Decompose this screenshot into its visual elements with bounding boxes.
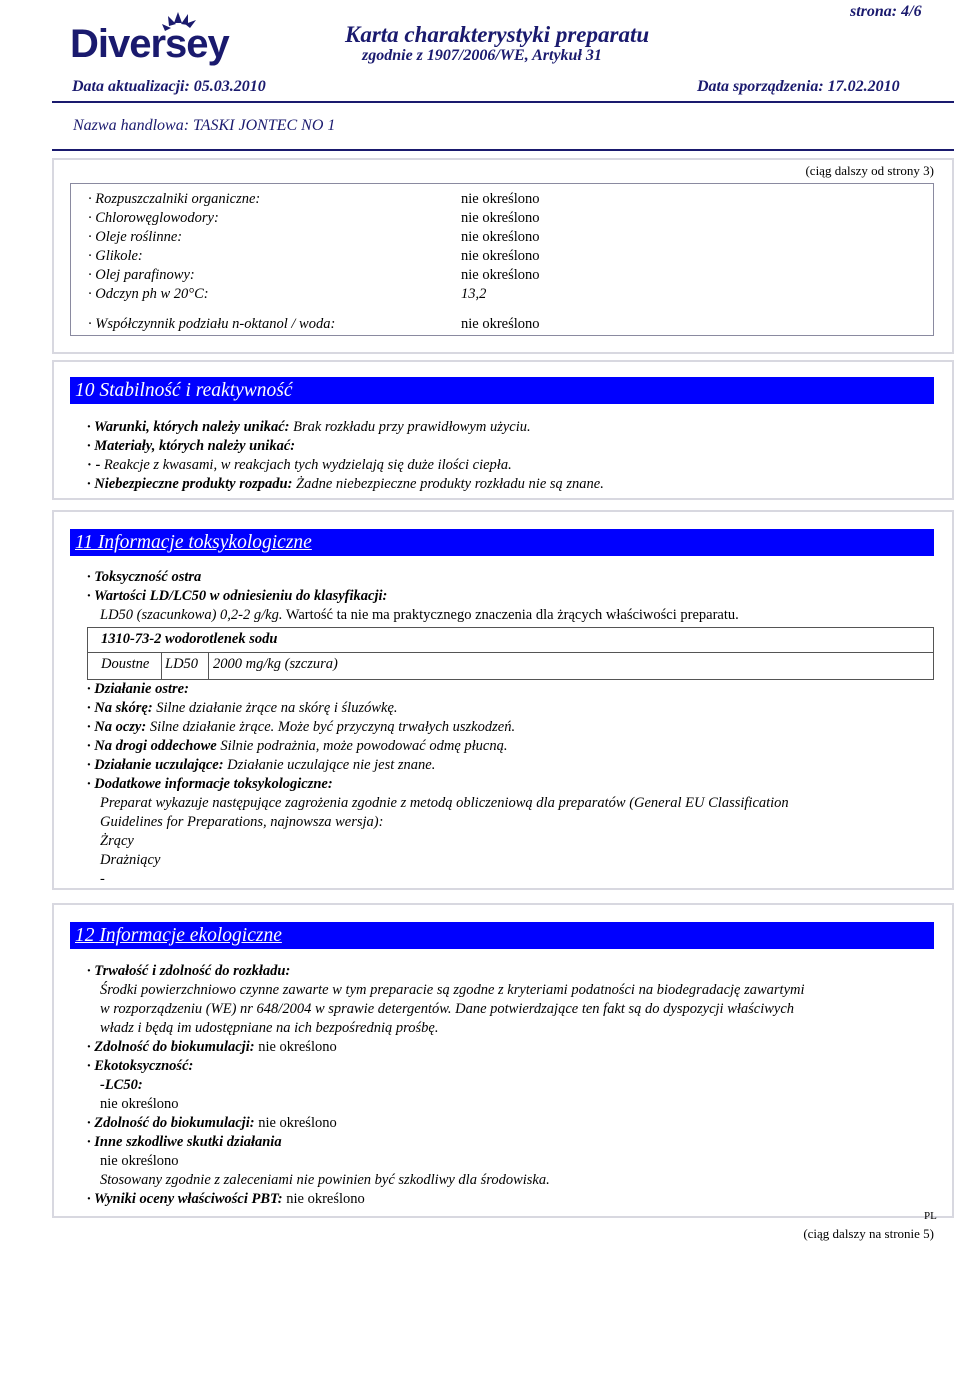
s11-skin-line [87, 699, 398, 718]
s11-eyes-label: · Na oczy: [87, 719, 147, 735]
s11-eyes-text: Silne działanie żrące. Może być przyczyną trwałych uszkodzeń. [146, 719, 516, 735]
s12-other-effects-value: nie określono [100, 1153, 179, 1169]
s11-paragraph-line: Preparat wykazuje następujące zagrożenia zgodnie z metodą obliczeniową dla preparatów (General EU Classification [100, 795, 789, 811]
property-label: · Współczynnik podziału n-oktanol / woda: [88, 316, 336, 332]
s11-ld50-note: Wartość ta nie ma praktycznego znaczenia dla żrących właściwości preparatu. [282, 607, 739, 623]
update-date: Data aktualizacji: 05.03.2010 [72, 78, 266, 95]
property-value: nie określono [461, 191, 540, 207]
s11-acute-toxicity: · Toksyczność ostra [87, 569, 202, 585]
section-11-title-text: 11 Informacje toksykologiczne [75, 532, 312, 553]
continued-from-note: (ciąg dalszy od strony 3) [805, 163, 934, 178]
s10-conditions-label: · Warunki, których należy unikać: [87, 419, 290, 435]
s11-ld-lc50: · Wartości LD/LC50 w odniesieniu do klasyfikacji: [87, 588, 388, 604]
trade-divider [52, 149, 954, 151]
s11-ld50-value: LD50 (szacunkowa) 0,2-2 g/kg. [100, 607, 283, 623]
s12-bioaccumulation-label: · Zdolność do biokumulacji: [87, 1039, 255, 1055]
continued-to-note: (ciąg dalszy na stronie 5) [803, 1226, 934, 1241]
s11-additional-label: · Dodatkowe informacje toksykologiczne: [87, 776, 333, 792]
s10-reactions-prefix: · - [87, 457, 104, 473]
property-label: · Chlorowęglowodory: [88, 210, 219, 226]
s10-conditions-text: Brak rozkładu przy prawidłowym użyciu. [289, 419, 531, 435]
section-10-title: 10 Stabilność i reaktywność [70, 377, 934, 404]
table-divider [161, 652, 162, 680]
s12-bioaccumulation-value: nie określono [254, 1039, 337, 1055]
s12-pbt-line [87, 1190, 365, 1209]
table-divider [208, 652, 209, 680]
s11-paragraph-line: Guidelines for Preparations, najnowsza wersja): [100, 814, 384, 830]
s12-paragraph-line: Środki powierzchniowo czynne zawarte w tym preparacie są zgodne z kryteriami podatności na biodegradację zawartymi [100, 982, 805, 998]
property-value: nie określono [461, 248, 540, 264]
properties-box [70, 183, 934, 336]
property-value: 13,2 [461, 286, 487, 302]
s11-hazard-dash: - [100, 871, 105, 887]
s12-lc50-label: -LC50: [100, 1077, 143, 1093]
s11-hazard-irritant: Drażniący [100, 852, 161, 868]
property-value: nie określono [461, 316, 540, 332]
logo-text: Diversey [70, 22, 229, 66]
header-divider [52, 101, 954, 103]
s11-eyes-line [87, 718, 515, 737]
s10-line-reactions [87, 456, 512, 475]
s11-sensitisation-label: · Działanie uczulające: [87, 757, 224, 773]
s11-table-type: LD50 [165, 656, 199, 672]
s10-reactions-text: Reakcje z kwasami, w reakcjach tych wydzielają się duże ilości ciepła. [103, 457, 512, 473]
s10-line-decomposition [87, 475, 604, 494]
s11-sensitisation-text: Działanie uczulające nie jest znane. [223, 757, 436, 773]
s11-table-value: 2000 mg/kg (szczura) [213, 656, 338, 672]
s11-sensitisation-line [87, 756, 435, 775]
creation-date: Data sporządzenia: 17.02.2010 [697, 78, 900, 95]
s11-ld50-line [100, 606, 739, 625]
s12-bioaccumulation-2-line [87, 1114, 337, 1133]
s12-lc50-value: nie określono [100, 1096, 179, 1112]
s11-table-route: Doustne [101, 656, 150, 672]
s12-pbt-value: nie określono [282, 1191, 365, 1207]
s11-substance-table [87, 627, 934, 680]
property-value: nie określono [461, 267, 540, 283]
table-divider [88, 652, 933, 653]
s11-acute-effects: · Działanie ostre: [87, 681, 189, 697]
property-value: nie określono [461, 229, 540, 245]
s12-pbt-label: · Wyniki oceny właściwości PBT: [87, 1191, 283, 1207]
s11-respiratory-label: · Na drogi oddechowe [87, 738, 217, 754]
s11-respiratory-text: Silnie podrażnia, może powodować odmę płucną. [216, 738, 508, 754]
section-12-title [70, 922, 934, 949]
property-label: · Odczyn ph w 20°C: [88, 286, 209, 302]
document-title: Karta charakterystyki preparatu [345, 22, 650, 47]
language-code: PL [924, 1210, 937, 1222]
s12-bioaccumulation-2-value: nie określono [254, 1115, 337, 1131]
s12-bioaccumulation-line [87, 1038, 337, 1057]
section-12-title-text: 12 Informacje ekologiczne [75, 925, 282, 946]
property-label: · Glikole: [88, 248, 143, 264]
s12-bioaccumulation-2-label: · Zdolność do biokumulacji: [87, 1115, 255, 1131]
s11-respiratory-line [87, 737, 507, 756]
s11-table-heading: 1310-73-2 wodorotlenek sodu [101, 631, 278, 647]
property-value: nie określono [461, 210, 540, 226]
diversey-logo [70, 8, 229, 68]
property-label: · Rozpuszczalniki organiczne: [88, 191, 261, 207]
s12-paragraph-line: władz i będą im udostępniane na ich bezpośrednią prośbę. [100, 1020, 439, 1036]
s12-other-effects-label: · Inne szkodliwe skutki działania [87, 1134, 282, 1150]
page-number: strona: 4/6 [850, 3, 922, 20]
s11-skin-text: Silne działanie żrące na skórę i śluzówkę. [152, 700, 398, 716]
s11-hazard-corrosive: Żrący [100, 833, 134, 849]
s12-ecotoxicity-label: · Ekotoksyczność: [87, 1058, 194, 1074]
s12-degradability-label: · Trwałość i zdolność do rozkładu: [87, 963, 291, 979]
s10-decomposition-text: Żadne niebezpieczne produkty rozkładu nie są znane. [292, 476, 604, 492]
property-label: · Oleje roślinne: [88, 229, 183, 245]
s10-line-conditions [87, 418, 531, 437]
s10-decomposition-label: · Niebezpieczne produkty rozpadu: [87, 476, 293, 492]
s12-paragraph-line: w rozporządzeniu (WE) nr 648/2004 w sprawie detergentów. Dane potwierdzające ten fakt są do dyspozycji właściwych [100, 1001, 795, 1017]
property-label: · Olej parafinowy: [88, 267, 195, 283]
s11-skin-label: · Na skórę: [87, 700, 153, 716]
document-subtitle: zgodnie z 1907/2006/WE, Artykuł 31 [362, 47, 602, 64]
s10-materials-label: · Materiały, których należy unikać: [87, 438, 296, 454]
s12-environment-note: Stosowany zgodnie z zaleceniami nie powinien być szkodliwy dla środowiska. [100, 1172, 550, 1188]
trade-name: Nazwa handlowa: TASKI JONTEC NO 1 [73, 117, 336, 134]
section-11-title [70, 529, 934, 556]
